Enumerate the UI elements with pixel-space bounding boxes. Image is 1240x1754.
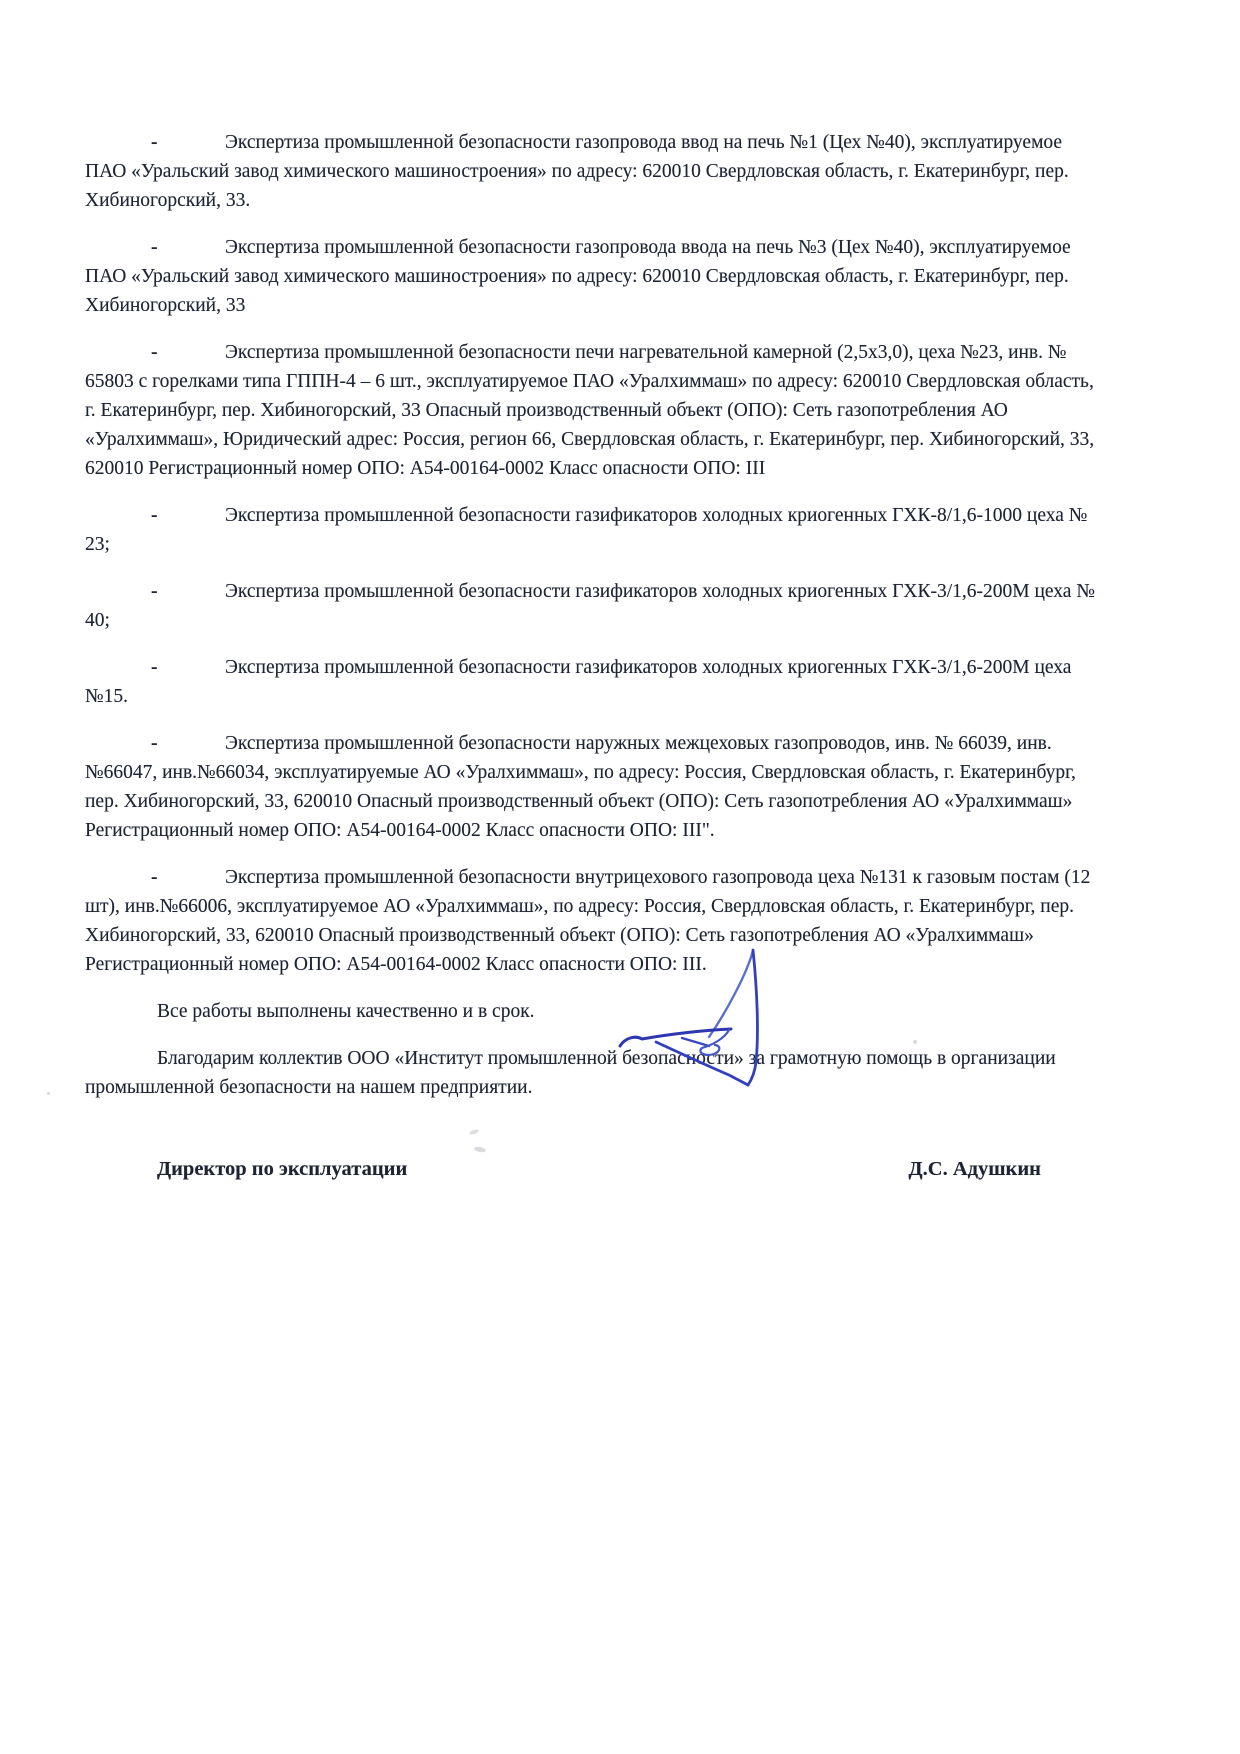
bullet-marker: - [151, 657, 158, 678]
bullet-text: Экспертиза промышленной безопасности газификаторов холодных криогенных ГХК-3/1,6-200М цеха №15. [85, 657, 1072, 707]
bullet-text: Экспертиза промышленной безопасности печи нагревательной камерной (2,5х3,0), цеха №23, инв. № 65803 с горелками типа ГППН-4 – 6 шт., эксплуатируемое ПАО «Уралхиммаш» по адресу: 620010 Свердловская область, г. Екатеринбург, пер. Хибиногорский, 33 Опасный производственный объект (ОПО): Сеть газопотребления АО «Уралхиммаш», Юридический адрес: Россия, регион 66, Свердловская область, г. Екатеринбург, пер. Хибиногорский, 33, 620010 Регистрационный номер ОПО: А54-00164-0002 Класс опасности ОПО: III [85, 342, 1095, 479]
signature-ink-icon [612, 938, 772, 1093]
bullet-item-7 [85, 729, 1107, 845]
bullet-text: Экспертиза промышленной безопасности газификаторов холодных криогенных ГХК-8/1,6-1000 цеха № 23; [85, 505, 1088, 555]
bullet-text: Экспертиза промышленной безопасности наружных межцеховых газопроводов, инв. № 66039, инв. №66047, инв.№66034, эксплуатируемые АО «Уралхиммаш», по адресу: Россия, Свердловская область, г. Екатеринбург, пер. Хибиногорский, 33, 620010 Опасный производственный объект (ОПО): Сеть газопотребления АО «Уралхиммаш» Регистрационный номер ОПО: А54-00164-0002 Класс опасности ОПО: III". [85, 733, 1076, 841]
bullet-text: Экспертиза промышленной безопасности газификаторов холодных криогенных ГХК-3/1,6-200М цеха № 40; [85, 581, 1095, 631]
signatory-name: Д.С. Адушкин [908, 1158, 1041, 1180]
bullet-text: Экспертиза промышленной безопасности газопровода ввод на печь №1 (Цех №40), эксплуатируемое ПАО «Уральский завод химического машиностроения» по адресу: 620010 Свердловская область, г. Екатеринбург, пер. Хибиногорский, 33. [85, 132, 1069, 211]
bullet-item-3 [85, 338, 1107, 483]
bullet-text: Экспертиза промышленной безопасности внутрицехового газопровода цеха №131 к газовым постам (12 шт), инв.№66006, эксплуатируемое АО «Уралхиммаш», по адресу: Россия, Свердловская область, г. Екатеринбург, пер. Хибиногорский, 33, 620010 Опасный производственный объект (ОПО): Сеть газопотребления АО «Уралхиммаш» Регистрационный номер ОПО: А54-00164-0002 Класс опасности ОПО: III. [85, 867, 1091, 975]
signatory-title: Директор по эксплуатации [157, 1158, 408, 1180]
bullet-marker: - [151, 237, 158, 258]
bullet-text: Экспертиза промышленной безопасности газопровода ввода на печь №3 (Цех №40), эксплуатируемое ПАО «Уральский завод химического машиностроения» по адресу: 620010 Свердловская область, г. Екатеринбург, пер. Хибиногорский, 33 [85, 237, 1071, 316]
bullet-marker: - [151, 867, 158, 888]
bullet-item-2 [85, 233, 1107, 320]
scan-artifact [47, 1092, 50, 1095]
bullet-item-6 [85, 653, 1107, 711]
bullet-item-1 [85, 128, 1107, 215]
bullet-marker: - [151, 733, 158, 754]
bullet-item-8 [85, 863, 1107, 979]
bullet-marker: - [151, 132, 158, 153]
closing-paragraph-2: Благодарим коллектив ООО «Институт промышленной безопасности» за грамотную помощь в организации промышленной безопасности на нашем предприятии. [85, 1048, 1056, 1098]
letter-body [85, 128, 1107, 1181]
bullet-marker: - [151, 342, 158, 363]
bullet-item-4 [85, 501, 1107, 559]
closing-paragraph-1: Все работы выполнены качественно и в срок. [157, 1001, 535, 1022]
bullet-marker: - [151, 505, 158, 526]
bullet-marker: - [151, 581, 158, 602]
bullet-item-5 [85, 577, 1107, 635]
signature-block [85, 1158, 1107, 1181]
